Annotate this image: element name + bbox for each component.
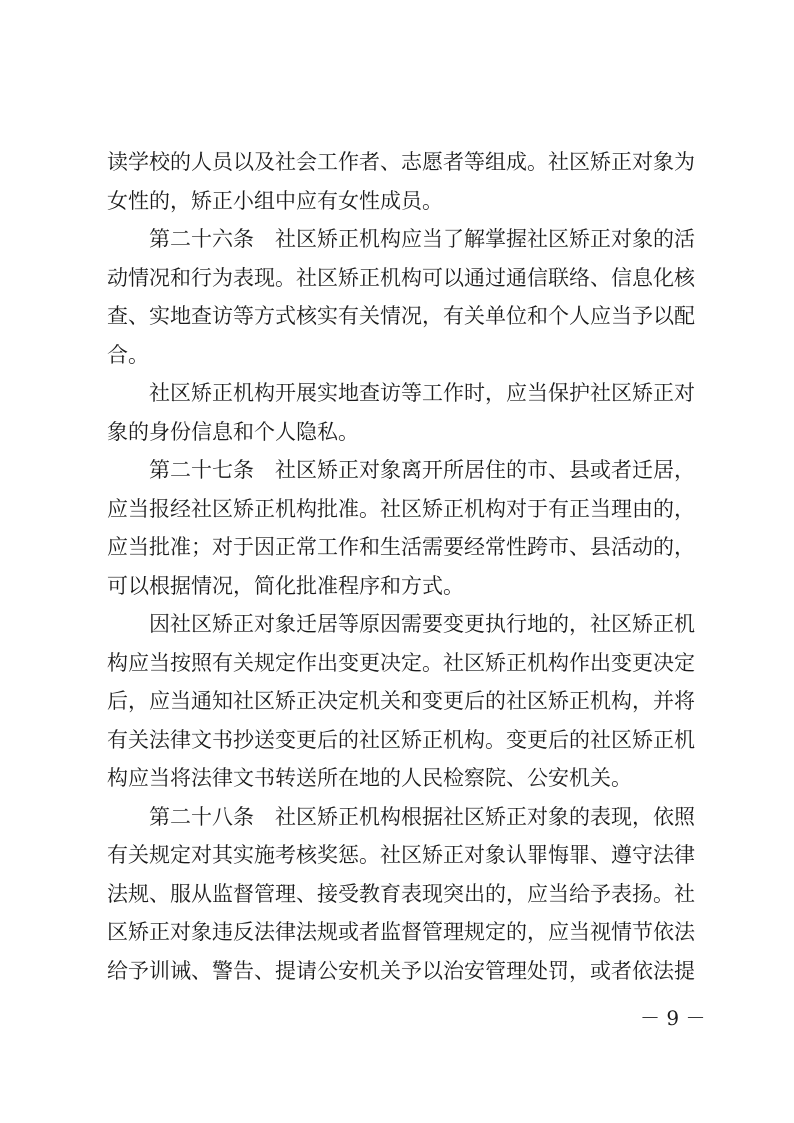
text-line: 区矫正对象违反法律法规或者监督管理规定的，应当视情节依法 bbox=[107, 920, 695, 944]
paragraph-5 bbox=[107, 605, 695, 798]
text-line: 象的身份信息和个人隐私。 bbox=[107, 419, 359, 444]
text-line: 法规、服从监督管理、接受教育表现突出的，应当给予表扬。社 bbox=[107, 881, 695, 906]
paragraph-article-27 bbox=[107, 451, 695, 605]
text-line: 第二十六条 社区矫正机构应当了解掌握社区矫正对象的活 bbox=[149, 227, 695, 251]
text-line: 查、实地查访等方式核实有关情况，有关单位和个人应当予以配 bbox=[107, 304, 695, 328]
text-line: 应当批准；对于因正常工作和生活需要经常性跨市、县活动的， bbox=[107, 535, 695, 559]
document-body bbox=[107, 143, 695, 990]
text-line: 有关规定对其实施考核奖惩。社区矫正对象认罪悔罪、遵守法律 bbox=[107, 843, 695, 867]
text-line: 合。 bbox=[107, 342, 149, 367]
text-line: 读学校的人员以及社会工作者、志愿者等组成。社区矫正对象为 bbox=[107, 150, 695, 174]
text-line: 有关法律文书抄送变更后的社区矫正机构。变更后的社区矫正机 bbox=[107, 727, 695, 752]
paragraph-1 bbox=[107, 143, 695, 220]
text-line: 动情况和行为表现。社区矫正机构可以通过通信联络、信息化核 bbox=[107, 265, 695, 290]
text-line: 可以根据情况，简化批准程序和方式。 bbox=[107, 573, 464, 598]
text-line: 第二十八条 社区矫正机构根据社区矫正对象的表现，依照 bbox=[149, 804, 695, 829]
paragraph-3 bbox=[107, 374, 695, 451]
text-line: 给予训诫、警告、提请公安机关予以治安管理处罚，或者依法提 bbox=[107, 958, 695, 983]
text-line: 后，应当通知社区矫正决定机关和变更后的社区矫正机构，并将 bbox=[107, 689, 695, 713]
text-line: 构应当按照有关规定作出变更决定。社区矫正机构作出变更决定 bbox=[107, 650, 695, 675]
page-number: － 9 － bbox=[640, 1006, 706, 1030]
text-line: 构应当将法律文书转送所在地的人民检察院、公安机关。 bbox=[107, 766, 632, 790]
text-line: 第二十七条 社区矫正对象离开所居住的市、县或者迁居， bbox=[149, 458, 695, 482]
text-line: 社区矫正机构开展实地查访等工作时，应当保护社区矫正对 bbox=[149, 381, 695, 405]
text-line: 女性的，矫正小组中应有女性成员。 bbox=[107, 188, 443, 213]
text-line: 因社区矫正对象迁居等原因需要变更执行地的，社区矫正机 bbox=[149, 612, 695, 636]
paragraph-article-26 bbox=[107, 220, 695, 374]
text-line: 应当报经社区矫正机构批准。社区矫正机构对于有正当理由的， bbox=[107, 496, 695, 521]
paragraph-article-28 bbox=[107, 798, 695, 991]
